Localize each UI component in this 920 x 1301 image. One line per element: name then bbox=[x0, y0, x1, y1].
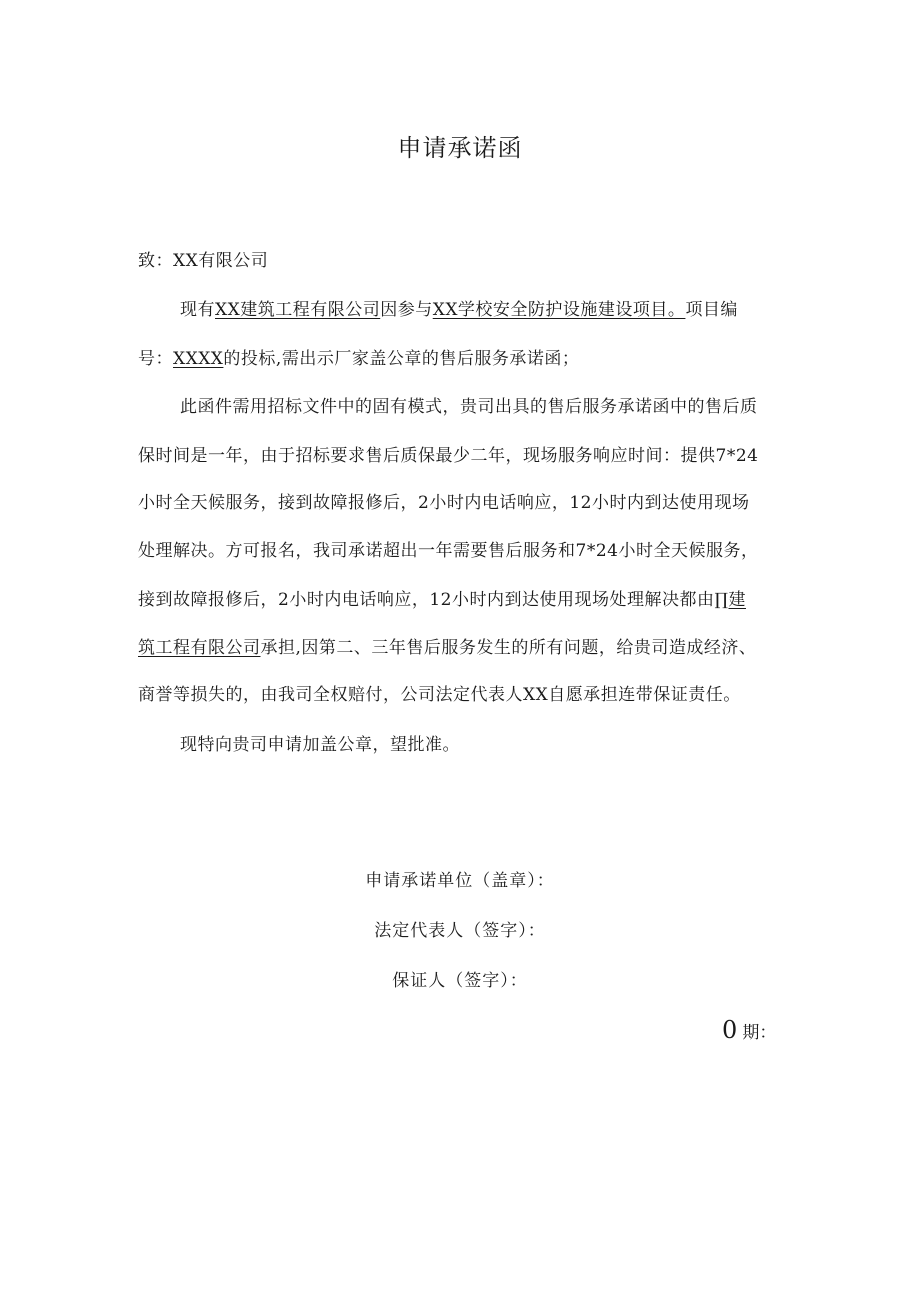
signature-legal-rep: 法定代表人（签字）： bbox=[374, 921, 546, 941]
text: 承担,因第二、三年售后服务发生的所有问题，给贵司造成经济、 bbox=[260, 638, 757, 658]
para2-line6 bbox=[138, 633, 756, 658]
document-title: 申请承诺函 bbox=[397, 134, 523, 162]
para2-line2: 保时间是一年，由于招标要求售后质保最少二年，现场服务响应时间：提供7*24 bbox=[138, 446, 759, 466]
para2-line4: 处理解决。方可报名，我司承诺超出一年需要售后服务和7*24小时全天候服务， bbox=[138, 541, 759, 561]
para3: 现特向贵司申请加盖公章，望批准。 bbox=[180, 735, 460, 755]
company-name-part1: 建 bbox=[728, 590, 746, 610]
text: 接到故障报修后，2小时内电话响应，12小时内到达使用现场处理解决都由∏ bbox=[138, 590, 729, 610]
signature-unit: 申请承诺单位（盖章）： bbox=[365, 871, 555, 891]
text: 现有 bbox=[180, 300, 215, 320]
para2-line7: 商誉等损失的，由我司全权赔付，公司法定代表人XX自愿承担连带保证责任。 bbox=[138, 685, 741, 705]
text: 号： bbox=[138, 349, 173, 369]
para2-line5 bbox=[138, 585, 746, 610]
text: 因参与 bbox=[380, 300, 433, 320]
para1-line1 bbox=[180, 295, 738, 320]
text: 项目编 bbox=[685, 300, 738, 320]
para1-line2 bbox=[138, 344, 579, 369]
signature-guarantor: 保证人（签字）： bbox=[392, 971, 528, 991]
project-code: XXXX bbox=[173, 349, 224, 369]
para2-line3: 小时全天候服务，接到故障报修后，2小时内电话响应，12小时内到达使用现场 bbox=[138, 493, 750, 513]
company-name: XX建筑工程有限公司 bbox=[215, 300, 381, 320]
company-name-part2: 筑工程有限公司 bbox=[138, 638, 261, 658]
salutation: 致：XX有限公司 bbox=[138, 251, 269, 271]
date-line bbox=[722, 1016, 776, 1044]
project-name: XX学校安全防护设施建设项目。 bbox=[432, 300, 686, 320]
date-label: 期： bbox=[742, 1023, 777, 1043]
text: 的投标,需出示厂家盖公章的售后服务承诺函； bbox=[223, 349, 580, 369]
date-prefix: 0 bbox=[722, 1016, 738, 1044]
para2-line1: 此函件需用招标文件中的固有模式，贵司出具的售后服务承诺函中的售后质 bbox=[180, 397, 758, 417]
